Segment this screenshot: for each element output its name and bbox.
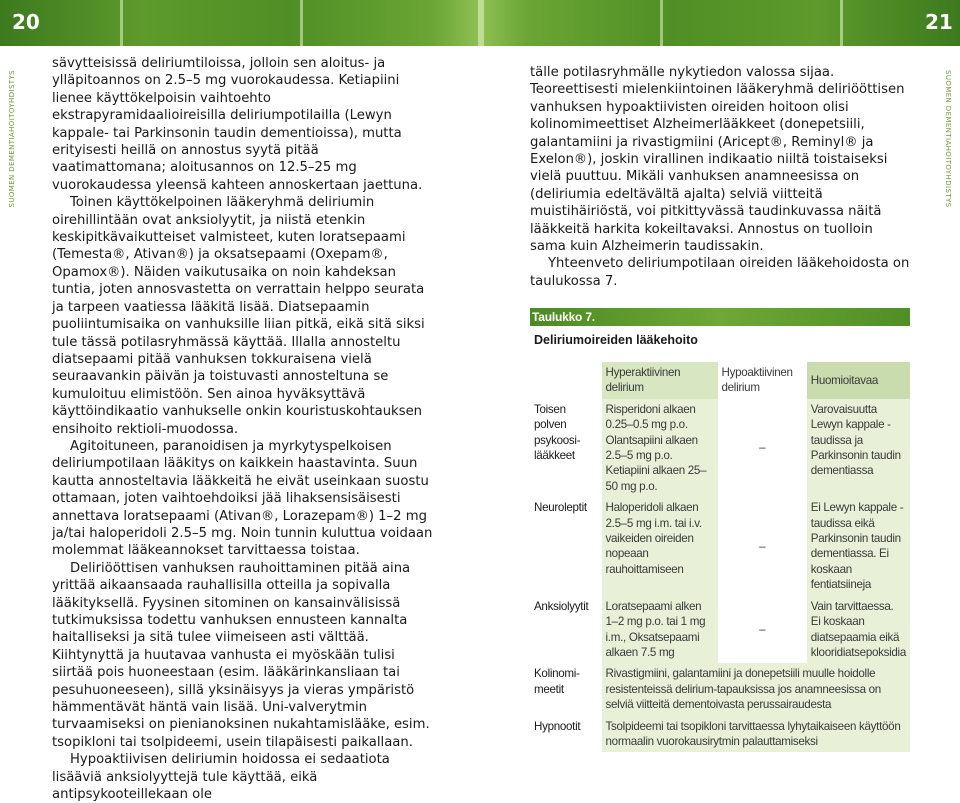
table-cell: Haloperidoli alkaen 2.5–5 mg i.m. tai i.v. vaikeiden oireiden nopeaan rauhoittamiseen	[602, 497, 718, 595]
table-cell: Varovaisuutta Lewyn kappale -taudissa ja Parkinsonin taudin dementiassa	[807, 399, 910, 497]
table-cell: –	[718, 399, 807, 497]
paragraph: Yhteenveto deliriumpotilaan oireiden lääkehoidosta on taulukossa 7.	[530, 256, 910, 289]
table-cell: –	[718, 596, 807, 664]
table-cell: Vain tarvittaessa. Ei koskaan diatsepaamia eikä klooridiatsepoksidia	[807, 596, 910, 664]
table-row	[530, 663, 910, 715]
page-header-band	[0, 0, 960, 46]
table-cell: Toisen polven psykoosi-lääkkeet	[530, 399, 602, 497]
table-header-cell: Huomioitavaa	[807, 362, 910, 399]
table-header-cell	[530, 362, 602, 399]
paragraph: tälle potilasryhmälle nykytiedon valossa sijaa. Teoreettisesti mielenkiintoinen lääkeryhmä deliriööttisen vanhuksen hypoaktiivisten oireiden hoitoon olisi kolinomimeettiset Alzheimerlääkkeet (donepetsiili, galantamiini ja rivastigmiini (Aricept®, Reminyl® ja Exelon®), joskin virallinen indikaatio niiltä toistaiseksi vielä puuttuu. Mikäli vanhuksen anamneesissa on (deliriumia edeltävältä ajalta) selviä viitteitä muistihäiriöstä, voi pitkittyvässä taudinkuvassa näitä lääkkeitä harkita kokeiltavaksi. Annostus on tuolloin sama kuin Alzheimerin taudissakin.	[530, 65, 905, 255]
table-header-row	[530, 362, 910, 399]
leaf-vein	[478, 0, 484, 46]
leaf-vein	[120, 0, 123, 46]
side-label-right: SUOMEN DEMENTIAHOITOYHDISTYS	[944, 70, 952, 208]
table-title-band	[530, 308, 910, 326]
page-number-left: 20	[12, 10, 40, 34]
table-cell: Neuroleptit	[530, 497, 602, 595]
table-cell: Anksiolyytit	[530, 596, 602, 664]
table-row	[530, 497, 910, 595]
table-cell: Tsolpideemi tai tsopikloni tarvittaessa lyhytaikaiseen käyttöön normaalin vuorokausirytmin palauttamiseksi	[602, 716, 910, 753]
leaf-vein	[660, 0, 663, 46]
paragraph: Hypoaktiivisen deliriumin hoidossa ei sedaatiota lisääviä anksiolyyttejä tule käyttää, eikä antipsykooteillekaan ole	[52, 752, 390, 803]
table-row	[530, 399, 910, 497]
table-cell: Kolinomi-meetit	[530, 663, 602, 715]
table-row	[530, 716, 910, 753]
side-label-left: SUOMEN DEMENTIAHOITOYHDISTYS	[8, 70, 16, 208]
table-cell: Ei Lewyn kappale -taudissa eikä Parkinsonin taudin dementiassa. Ei koskaan fentiatsiineja	[807, 497, 910, 595]
table-cell: Loratsepaami alken 1–2 mg p.o. tai 1 mg i.m., Oksatsepaami alkaen 7.5 mg	[602, 596, 718, 664]
table-row	[530, 596, 910, 664]
paragraph: Toinen käyttökelpoinen lääkeryhmä deliriumin oirehillintään ovat anksiolyytit, ja niistä etenkin keskipitkävaikutteiset valmisteet, kuten loratsepaami (Temesta®, Ativan®) ja oksatsepaami (Oxepam®, Opamox®). Näiden vaikutusaika on noin kahdeksan tuntia, joten annosvastetta on verrattain helppo seurata ja tarpeen vaatiessa lääkitä lisää. Diatsepaamin puoliintumisaika on vanhuksille liian pitkä, eikä sitä siksi tule tässä potilasryhmässä käyttää. Illalla annosteltu diatsepaami pitää vanhuksen tokkuraisena vielä seuraavankin päivän ja toistuvasti annosteltuna se kumuloituu elimistöön. Sen ainoa hyväksyttävä käyttöindikaatio vanhukselle onkin kouristuskohtauksen ensihoito rektioli-muodossa.	[52, 195, 425, 437]
table-subtitle: Deliriumoireiden lääkehoito	[534, 333, 698, 347]
table-header-cell: Hyperaktiivinen delirium	[602, 362, 718, 399]
medication-table	[530, 362, 910, 752]
paragraph: Agitoituneen, paranoidisen ja myrkytyspelkoisen deliriumpotilaan lääkitys on kaikkein haastavinta. Suun kautta annosteltavia lääkkeitä he eivät useinkaan suostu ottamaan, joten vaihtoehdoiksi jää lihaksensisäisesti annettava loratsepaami (Ativan®, Lorazepam®) 1–2 mg ja/tai haloperidoli 2.5–5 mg. Noin tunnin kuluttua voidaan molemmat lääkeannokset tarvittaessa toistaa.	[52, 438, 433, 559]
table-cell: Risperidoni alkaen 0.25–0.5 mg p.o. Olantsapiini alkaen 2.5–5 mg p.o. Ketiapiini alkaen 25–50 mg p.o.	[602, 399, 718, 497]
table-header-cell: Hypoaktiivinen delirium	[718, 362, 807, 399]
leaf-vein	[840, 0, 843, 46]
leaf-vein	[300, 0, 303, 46]
table-title: Taulukko 7.	[532, 310, 595, 324]
table-cell: –	[718, 497, 807, 595]
table-cell: Rivastigmiini, galantamiini ja donepetsiili muulle hoidolle resistenteissä delirium-tapauksissa jos anamneesissa on selviä viitteitä dementoivasta perussairaudesta	[602, 663, 910, 715]
left-text-column	[52, 55, 434, 803]
table-cell: Hypnootit	[530, 716, 602, 753]
right-text-column	[530, 64, 910, 290]
paragraph: Deliriööttisen vanhuksen rauhoittaminen pitää aina yrittää aikaansaada rauhallisilla otteilla ja sopivalla lääkityksellä. Fyysinen sitominen on kansainvälisissä tutkimuksissa todettu vanhuksen ennusteen kannalta haitalliseksi ja sitä tulee viimeiseen asti välttää. Kiihtynyttä ja huutavaa vanhusta ei myöskään tulisi siirtää pois huoneestaan (esim. lääkärinkansliaan tai pesuhuoneeseen), sillä yksinäisyys ja vieras ympäristö hämmentävät häntä vain lisää. Uni-valverytmin turvaamiseksi on pienianoksinen nukahtamislääke, esim. tsopikloni tai tsolpideemi, usein tilapäisesti paikallaan.	[52, 560, 430, 750]
page-number-right: 21	[925, 10, 953, 34]
paragraph: sävytteisissä deliriumtiloissa, jolloin sen aloitus- ja ylläpitoannos on 2.5–5 mg vuorokaudessa. Ketiapiini lienee käyttökelpoisin vaihtoehto ekstrapyramidaalioireisilla deliriumpotilailla (Lewyn kappale- tai Parkinsonin taudin dementioissa), mutta erityisesti heillä on annostus syytä pitää vaatimattomana; aloitusannos on 12.5–25 mg vuorokaudessa yleensä kahteen annoskertaan jaettuna.	[52, 56, 423, 193]
